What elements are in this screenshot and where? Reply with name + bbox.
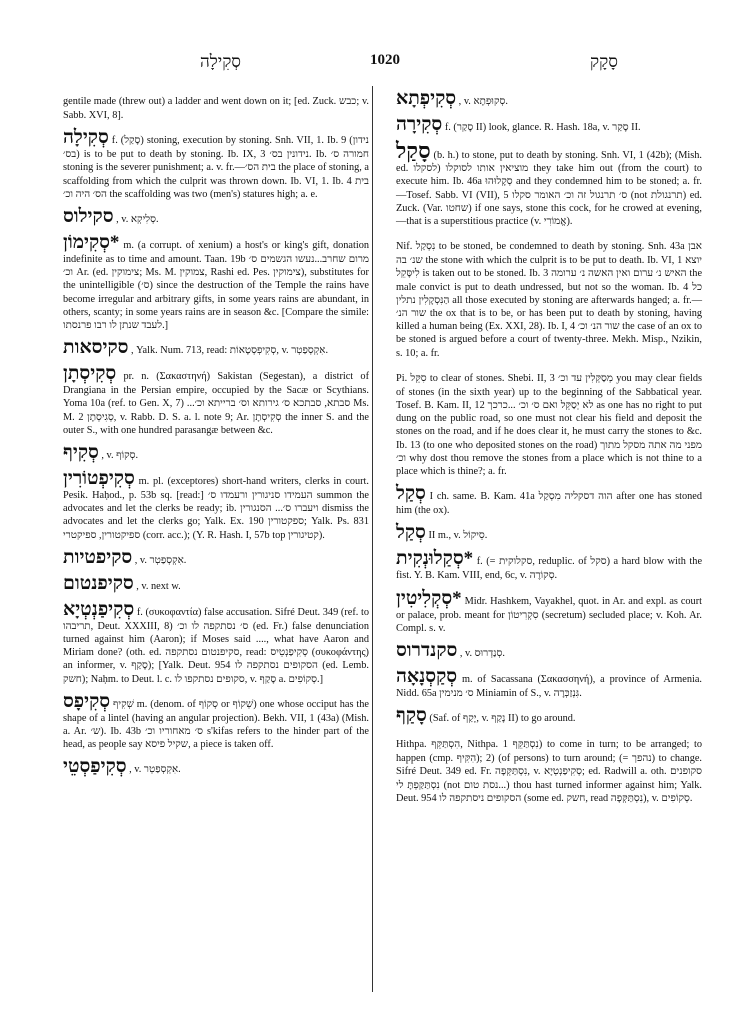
dictionary-entry — [396, 666, 702, 700]
dictionary-entry — [63, 573, 369, 594]
entry-text: II m., v. סֵיקוֹל. — [428, 530, 488, 542]
entry-text: Midr. Hashkem, Vayakhel, quot. in Ar. and expl. as court or palace, prob. meant for סִקְרִיטוֹן (secretum) secluded place; v. Koh. Ar. Compl. s. v. — [396, 595, 702, 634]
dictionary-entry — [396, 705, 702, 726]
entry-text: f. (סָקַר II) look, glance. R. Hash. 18a, v. סָקַר II. — [444, 122, 641, 133]
entry-headword: סְקַסְנָאָה — [396, 666, 458, 688]
entry-headword: סְקִיפָס — [63, 690, 111, 712]
entry-text: Hithpa. הִסְתַּקֵּף, Nithpa. נִסְתַּקֵּף 1) to come in turn; to be arranged; to happen (cmp. הִקִּיף); 2) (of persons) to turn around; (= נהפך) to change. Sifré Deut. 349 ed. Fr. נִסְתַּקְּפָה, v. סְקִיפַנְטְיָא; ed. Radwill a. oth. סקופנים נִסְתַּקַּפְתָּ לי (not נסת טום...) thou hast turned informer against him; Yalk. Deut. 954 הסקופים ניסתקפה לו (some ed. חשק, read נִסְתַּקְּפָה), v. סְקוֹפִים. — [396, 739, 702, 804]
dictionary-entry — [396, 588, 702, 635]
entry-text: I ch. same. B. Kam. 41a הוה דסקליה מִסְקַל after one has stoned him (the ox). — [396, 491, 702, 517]
entry-headword: סְקִיפְתָא — [396, 88, 457, 109]
entry-headword: סְקִיף — [63, 442, 99, 464]
entry-text: (b. h.) to stone, put to death by stoning. Snh. VI, 1 (42b); (Mish. ed. לסקלו) מוציאין אותו לסוקלו they take him out (from the court) to execute him. Ib. 46a סְקָלוּהוּ and they condemned him to be stoned; a. fr.—Tosef. Sabb. VI (VII), 5 ס׳ תרנגול זה וכ׳ האומר סקלו (not תרנגולת) ed. Zuck. (Var. שחטו) if one says, stone this cock, for he crowed at evening,—that is a superstitious practice (v. אֱמוֹרִי). — [396, 150, 703, 228]
entry-text: , Yalk. Num. 713, read: סְקִיפְסְטָאוֹת, v. אִקְסְפַטְר. — [131, 345, 329, 357]
dictionary-entry — [63, 691, 369, 752]
dictionary-entry — [63, 547, 369, 568]
entry-headword: סְקִיסְתָן — [63, 363, 117, 385]
page-number: 1020 — [370, 52, 400, 68]
entry-text: שְׁקִיף m. (denom. of סְקוֹף or שְׁקוֹף) one whose occiput has the shape of a lintel (having an angular projection). Bekh. VII, 1 (43a) (Mish. a. Ar. ש׳). Ib. 43b ס׳ מאחוריו וכ׳ s'kifas refers to the hinder part of the head, as people say שקיל פיסא, a piece is taken off. — [63, 698, 369, 751]
dictionary-entry — [63, 468, 369, 542]
dictionary-entry — [63, 206, 369, 227]
entry-text: , v. אִקְסְפַטְר. — [129, 764, 181, 776]
dictionary-entry — [63, 599, 369, 686]
column-divider — [372, 86, 373, 992]
dictionary-entry — [63, 442, 369, 463]
dictionary-entry — [63, 337, 369, 358]
entry-headword: *סְקַלוּנְקִית — [396, 548, 474, 570]
dictionary-entry — [396, 731, 702, 805]
entry-headword: *סְקִימוֹן — [63, 232, 120, 254]
dictionary-entry — [396, 548, 702, 582]
entry-text: m. pl. (exceptores) short-hand writers, clerks in court. Pesik. Haḥod., p. 53b sq. [read:] העמידו סניגורין ורעמדו ס׳ summon the advocates and let the clerks be ready; ib. ויעברו ס׳... הסנגורין dismiss the advocates and let the clerks go; Yalk. Ex. 190 ספקטורין; Yalk. Ps. 831 ספיקטורין, ספיקטרי (corr. acc.); (Y. R. Hash. I, 57b top קטיגורין). — [63, 476, 369, 541]
entry-headword: סְקַל — [396, 483, 426, 505]
entry-headword: סקיפטיות — [63, 546, 133, 568]
entry-text: (Saf. of יָקַף, v. נָקַף II) to go around. — [429, 713, 576, 725]
entry-text: m. of Sacassana (Σακασσηνή), a province of Armenia. Nidd. 65a ס׳ מנימין Miniamin of S., v. גִּנְזַכְּרָה. — [396, 674, 702, 700]
dictionary-entry — [396, 233, 702, 360]
entry-headword: סְקִירָה — [396, 114, 443, 135]
entry-headword: סְקַל — [396, 522, 426, 544]
right-column — [396, 88, 702, 810]
dictionary-entry — [396, 114, 702, 135]
entry-text: f. (συκοφαντία) false accusation. Sifré Deut. 349 (ref. to תריבהו, Deut. XXXIII, 8) ס׳ נסתקפה לו וכ׳ (ed. Fr.) false denunciation turned against him (Aaron); if Moses said ...., what have Aaron and Miriam done? (oth. ed. סקיפנטום נסתקפה, read: סְקִיפַנְטֵיס (συκοφάντης) an informer, v. סָקַף); [Yalk. Deut. 954 הסקופים נסתקפה לו (ed. Lemb. חשק); Naḥm. to Deut. l. c. סקופים נסתקפו לו, v. סָקַף a. סְקוֹפִים.] — [63, 606, 370, 685]
entry-headword: סקיפנטום — [63, 572, 134, 594]
entry-headword: סְקִיפַנְטְיָא — [63, 598, 135, 620]
entry-headword: סָקַל — [396, 138, 431, 163]
entry-text: gentile made (threw out) a ladder and went down on it; [ed. Zuck. כבש; v. Sabb. XVI, 8]. — [63, 96, 370, 121]
entry-headword: סָקַף — [396, 705, 427, 727]
entry-headword: סְקִילָה — [63, 127, 109, 149]
page-header — [60, 52, 720, 78]
dictionary-entry — [63, 756, 369, 777]
entry-text: Pi. סִקֵּל to clear of stones. Shebi. II, 3 מְסַקְּלִין עד וכ׳ you may clear fields of stones (in the sixth year) up to the beginning of the Sabbatical year. Tosef. B. Kam. II, 12 לא יְסַקֵּל ואם ס׳ וכ׳ ...כרכך as one has no right to put dung on the public road, so one must not clear his field and deposit the stones on the road, and if he does clear it, he must carry the stones to &c. Ib. 13 (to one who deposited stones on the road) מפני מה אתה מסקל מתוך וכ׳ why dost thou remove the stones from a place which is not thine to a place which is thine?; a. fr. — [396, 372, 702, 478]
entry-text: m. (a corrupt. of xenium) a host's or king's gift, donation indefinite as to time and amount. Taan. 19b מרום שחרב...נעשו הגשמים ס׳ וכ׳ Ar. (ed. צימוקין; Ms. M. צמוקין, Rashi ed. Pes. צימוקין), substitutes for the unintelligible (ס׳) since the destruction of the Temple the rains have become irregular and arbitrary gifts, in some years rains are abundant, in others, scanty; in some years rains are in season &c. [Compare the simile: לעבד שנתן לו רבו פרנסתו.] — [63, 240, 370, 332]
dictionary-entry — [63, 88, 369, 122]
dictionary-entry — [396, 483, 702, 517]
dictionary-entry — [396, 88, 702, 109]
entry-text: , v. סְקוֹף. — [101, 450, 139, 462]
dictionary-entry — [63, 232, 369, 332]
entry-text: , v. next w. — [136, 580, 181, 592]
entry-headword: סקיסאות — [63, 337, 129, 359]
dictionary-entry — [63, 363, 369, 437]
running-head-left: סְקִילָה — [200, 52, 241, 71]
entry-text: , v. סְלִיקְא. — [116, 214, 159, 226]
dictionary-entry — [396, 640, 702, 661]
entry-text: Nif. נִסְקַל to be stoned, be condemned to death by stoning. Snh. 43a אבן שנ׳ בה the stone with which the culprit is to be put to death. Ib. VI, 1 יוצא לִיסָּקֵל is taken out to be stoned. Ib. 3 האיש נ׳ ערום ואין האשה נ׳ ערומה the male convict is put to death undressed, but not so the woman. Ib. 4 כל הַנִּסְקָלִין נתלין all those executed by stoning are afterwards hanged; a. fr.—שור הנ׳ the ox that is to be, or has been put to death by stoning, having killed a human being (Ex. XXI, 28). Ib. I, 4 שור הנ׳ וכ׳ the case of an ox to be stoned is argued before a court of twenty-three. Mekh. Misp., Nzikin, s. 10; a. fr. — [396, 241, 703, 359]
dictionary-entry — [396, 365, 702, 478]
entry-text: , v. אִקְסְפַטְר. — [134, 554, 187, 566]
entry-headword: סקנדרוס — [396, 640, 458, 662]
entry-text: , v. סְנַדְרוּס. — [459, 648, 505, 660]
entry-headword: סְקִיפְטוֹרִין — [63, 468, 135, 490]
dictionary-entry — [396, 522, 702, 543]
left-column — [63, 88, 369, 782]
dictionary-entry — [396, 140, 702, 228]
running-head-right: סָקָק — [590, 52, 618, 71]
entry-text: f. (סָקַל) stoning, execution by stoning. Snh. VII, 1. Ib. 9 (נידון בס׳) is to be put to death by stoning. Ib. IX, 3 נידונין בס׳. Ib. חמורה ס׳ stoning is the severer punishment; a. v. fr.—בית הס׳ the place of stoning, a scaffolding from which the culprit was thrown down. Ib. VI, 1. Ib. 4 בית הס׳ היה וכ׳ the scaffolding was two (men's) statures high; a. e. — [63, 135, 369, 200]
entry-headword: סקילוס — [63, 206, 114, 228]
entry-text: f. (= סקלוקית, reduplic. of סקל) a hard blow with the fist. Y. B. Kam. VIII, end, 6c, v. סְקוֹרֶה. — [396, 556, 703, 582]
entry-text: pr. n. (Σακαστηνή) Sakistan (Segestan), a district of Drangiana in the Persian empire, occupied by the Sacæ or Scythians. Yoma 10a (ref. to Gen. X, 7) ...סבתא, סבתכא ס׳ גירותא וס׳ ברייתא וכ׳ Ms. M. 2 סְגִיסְתָן, v. Rabb. D. S. a. l. note 9; Ar. סְקִיסְתָן the inner S. and the outer S., with one hundred parasangæ between &c. — [63, 371, 370, 436]
entry-headword: *סְקְלִיטִין — [396, 587, 462, 609]
entry-headword: סְקִיפַסְטֵי — [63, 756, 127, 778]
dictionary-entry — [63, 127, 369, 201]
entry-text: , v. סְקוּפְתָא. — [458, 96, 508, 107]
